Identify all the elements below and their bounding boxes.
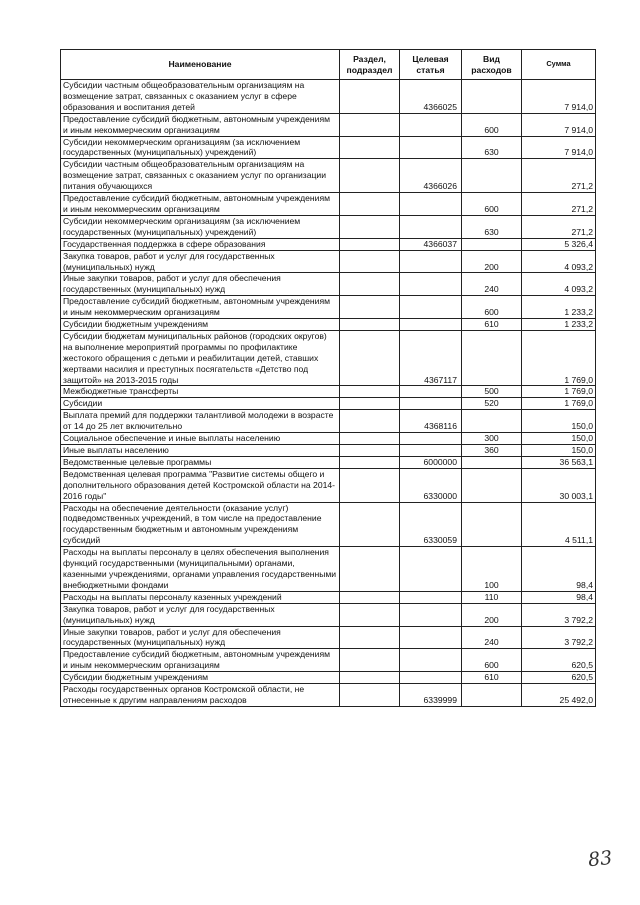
row-name: Ведомственные целевые программы (61, 456, 340, 468)
row-target-article: 6000000 (400, 456, 462, 468)
row-name: Расходы на обеспечение деятельности (оказание услуг) подведомственных учреждений, в том числе на предоставление государственным бюджетным и автономным учреждениям субсидий (61, 502, 340, 547)
row-expense-kind (462, 238, 522, 250)
row-target-article (400, 433, 462, 445)
table-row (61, 398, 596, 410)
row-target-article (400, 113, 462, 136)
row-section (340, 386, 400, 398)
header-expense-kind: Вид расходов (462, 50, 522, 80)
row-sum: 1 769,0 (522, 330, 596, 386)
row-section (340, 410, 400, 433)
row-section (340, 445, 400, 457)
row-target-article: 4366037 (400, 238, 462, 250)
row-name: Государственная поддержка в сфере образования (61, 238, 340, 250)
row-expense-kind (462, 468, 522, 502)
row-name: Субсидии частным общеобразовательным организациям на возмещение затрат, связанных с оказанием услуг в сфере образования и воспитания детей (61, 80, 340, 114)
row-section (340, 684, 400, 707)
row-expense-kind (462, 330, 522, 386)
table-row (61, 136, 596, 159)
table-header-row (61, 50, 596, 80)
row-target-article: 4367117 (400, 330, 462, 386)
row-expense-kind: 240 (462, 273, 522, 296)
row-expense-kind: 500 (462, 386, 522, 398)
row-section (340, 319, 400, 331)
row-sum: 150,0 (522, 445, 596, 457)
table-row (61, 591, 596, 603)
row-expense-kind (462, 684, 522, 707)
row-sum: 4 511,1 (522, 502, 596, 547)
row-target-article (400, 386, 462, 398)
row-name: Иные выплаты населению (61, 445, 340, 457)
row-name: Закупка товаров, работ и услуг для государственных (муниципальных) нужд (61, 603, 340, 626)
row-target-article (400, 250, 462, 273)
row-target-article (400, 296, 462, 319)
row-name: Субсидии некоммерческим организациям (за исключением государственных (муниципальных) учреждений) (61, 136, 340, 159)
row-sum: 30 003,1 (522, 468, 596, 502)
row-name: Межбюджетные трансферты (61, 386, 340, 398)
table-row (61, 215, 596, 238)
row-expense-kind: 200 (462, 250, 522, 273)
row-sum: 1 233,2 (522, 319, 596, 331)
row-expense-kind (462, 502, 522, 547)
row-sum: 271,2 (522, 215, 596, 238)
row-section (340, 159, 400, 193)
row-section (340, 80, 400, 114)
row-sum: 271,2 (522, 193, 596, 216)
row-section (340, 398, 400, 410)
row-expense-kind: 300 (462, 433, 522, 445)
row-expense-kind: 610 (462, 319, 522, 331)
row-name: Расходы государственных органов Костромской области, не отнесенные к другим направлениям расходов (61, 684, 340, 707)
table-row (61, 433, 596, 445)
row-name: Иные закупки товаров, работ и услуг для обеспечения государственных (муниципальных) нужд (61, 273, 340, 296)
row-expense-kind: 110 (462, 591, 522, 603)
row-name: Предоставление субсидий бюджетным, автономным учреждениям и иным некоммерческим организациям (61, 193, 340, 216)
table-row (61, 672, 596, 684)
header-section: Раздел, подраздел (340, 50, 400, 80)
row-name: Выплата премий для поддержки талантливой молодежи в возрасте от 14 до 25 лет включительно (61, 410, 340, 433)
row-target-article (400, 649, 462, 672)
row-expense-kind: 600 (462, 113, 522, 136)
table-row (61, 273, 596, 296)
row-expense-kind: 600 (462, 193, 522, 216)
row-target-article: 4366026 (400, 159, 462, 193)
table-row (61, 684, 596, 707)
row-target-article (400, 193, 462, 216)
header-target-article: Целевая статья (400, 50, 462, 80)
row-sum: 271,2 (522, 159, 596, 193)
row-sum: 620,5 (522, 672, 596, 684)
row-sum: 7 914,0 (522, 80, 596, 114)
row-target-article (400, 398, 462, 410)
row-name: Социальное обеспечение и иные выплаты населению (61, 433, 340, 445)
row-section (340, 502, 400, 547)
table-row (61, 410, 596, 433)
row-section (340, 468, 400, 502)
row-section (340, 113, 400, 136)
row-section (340, 547, 400, 592)
row-target-article: 4366025 (400, 80, 462, 114)
table-row (61, 330, 596, 386)
row-target-article (400, 215, 462, 238)
row-sum: 1 233,2 (522, 296, 596, 319)
row-name: Субсидии (61, 398, 340, 410)
row-expense-kind (462, 456, 522, 468)
row-expense-kind: 600 (462, 649, 522, 672)
row-target-article (400, 603, 462, 626)
table-row (61, 238, 596, 250)
row-sum: 1 769,0 (522, 386, 596, 398)
row-section (340, 626, 400, 649)
row-expense-kind: 100 (462, 547, 522, 592)
table-row (61, 603, 596, 626)
row-section (340, 330, 400, 386)
row-expense-kind: 240 (462, 626, 522, 649)
row-target-article: 6330000 (400, 468, 462, 502)
row-sum: 3 792,2 (522, 603, 596, 626)
row-name: Субсидии бюджетным учреждениям (61, 319, 340, 331)
table-row (61, 250, 596, 273)
row-section (340, 672, 400, 684)
row-target-article (400, 591, 462, 603)
row-expense-kind: 630 (462, 215, 522, 238)
table-row (61, 445, 596, 457)
row-section (340, 591, 400, 603)
table-row (61, 80, 596, 114)
row-section (340, 215, 400, 238)
budget-table (60, 49, 596, 707)
row-sum: 4 093,2 (522, 250, 596, 273)
row-section (340, 433, 400, 445)
row-name: Предоставление субсидий бюджетным, автономным учреждениям и иным некоммерческим организациям (61, 296, 340, 319)
row-name: Субсидии бюджетам муниципальных районов (городских округов) на выполнение мероприятий программы по профилактике жестокого обращения с детьми и реабилитации детей, ставших жертвами насилия и преступных посягательств «Детство под защитой» на 2013-2015 годы (61, 330, 340, 386)
row-sum: 620,5 (522, 649, 596, 672)
row-expense-kind: 610 (462, 672, 522, 684)
row-section (340, 238, 400, 250)
row-sum: 3 792,2 (522, 626, 596, 649)
row-sum: 4 093,2 (522, 273, 596, 296)
row-section (340, 296, 400, 319)
table-row (61, 502, 596, 547)
row-target-article (400, 626, 462, 649)
row-section (340, 456, 400, 468)
row-expense-kind: 200 (462, 603, 522, 626)
row-name: Предоставление субсидий бюджетным, автономным учреждениям и иным некоммерческим организациям (61, 113, 340, 136)
row-target-article (400, 547, 462, 592)
table-row (61, 547, 596, 592)
table-row (61, 113, 596, 136)
row-target-article (400, 445, 462, 457)
row-target-article (400, 136, 462, 159)
row-sum: 98,4 (522, 547, 596, 592)
row-sum: 1 769,0 (522, 398, 596, 410)
row-name: Субсидии бюджетным учреждениям (61, 672, 340, 684)
row-expense-kind: 600 (462, 296, 522, 319)
row-sum: 98,4 (522, 591, 596, 603)
row-name: Закупка товаров, работ и услуг для государственных (муниципальных) нужд (61, 250, 340, 273)
row-sum: 150,0 (522, 433, 596, 445)
row-name: Субсидии частным общеобразовательным организациям на возмещение затрат, связанных с оказанием услуг по организации питания обучающихся (61, 159, 340, 193)
row-sum: 36 563,1 (522, 456, 596, 468)
row-name: Иные закупки товаров, работ и услуг для обеспечения государственных (муниципальных) нужд (61, 626, 340, 649)
table-body (61, 80, 596, 707)
row-sum: 25 492,0 (522, 684, 596, 707)
table-row (61, 468, 596, 502)
row-sum: 150,0 (522, 410, 596, 433)
row-section (340, 649, 400, 672)
row-expense-kind (462, 80, 522, 114)
table-row (61, 193, 596, 216)
row-target-article: 6339999 (400, 684, 462, 707)
table-row (61, 626, 596, 649)
row-section (340, 250, 400, 273)
row-expense-kind: 520 (462, 398, 522, 410)
row-name: Ведомственная целевая программа "Развитие системы общего и дополнительного образования детей Костромской области на 2014-2016 годы" (61, 468, 340, 502)
row-sum: 5 326,4 (522, 238, 596, 250)
row-name: Расходы на выплаты персоналу в целях обеспечения выполнения функций государственными (муниципальными) органами, казенными учреждениями, органами управления государственными внебюджетными фондами (61, 547, 340, 592)
row-name: Субсидии некоммерческим организациям (за исключением государственных (муниципальных) учреждений) (61, 215, 340, 238)
table-row (61, 159, 596, 193)
row-target-article (400, 672, 462, 684)
row-target-article: 6330059 (400, 502, 462, 547)
table-row (61, 456, 596, 468)
row-sum: 7 914,0 (522, 136, 596, 159)
header-name: Наименование (61, 50, 340, 80)
row-name: Расходы на выплаты персоналу казенных учреждений (61, 591, 340, 603)
row-target-article (400, 319, 462, 331)
table-row (61, 649, 596, 672)
table-row (61, 296, 596, 319)
row-target-article (400, 273, 462, 296)
row-expense-kind: 630 (462, 136, 522, 159)
page-number: 83 (586, 846, 614, 872)
row-expense-kind (462, 159, 522, 193)
row-section (340, 273, 400, 296)
row-target-article: 4368116 (400, 410, 462, 433)
row-expense-kind: 360 (462, 445, 522, 457)
header-sum: Сумма (522, 50, 596, 80)
table-row (61, 386, 596, 398)
row-expense-kind (462, 410, 522, 433)
row-sum: 7 914,0 (522, 113, 596, 136)
table-row (61, 319, 596, 331)
row-section (340, 193, 400, 216)
row-section (340, 603, 400, 626)
row-name: Предоставление субсидий бюджетным, автономным учреждениям и иным некоммерческим организациям (61, 649, 340, 672)
row-section (340, 136, 400, 159)
